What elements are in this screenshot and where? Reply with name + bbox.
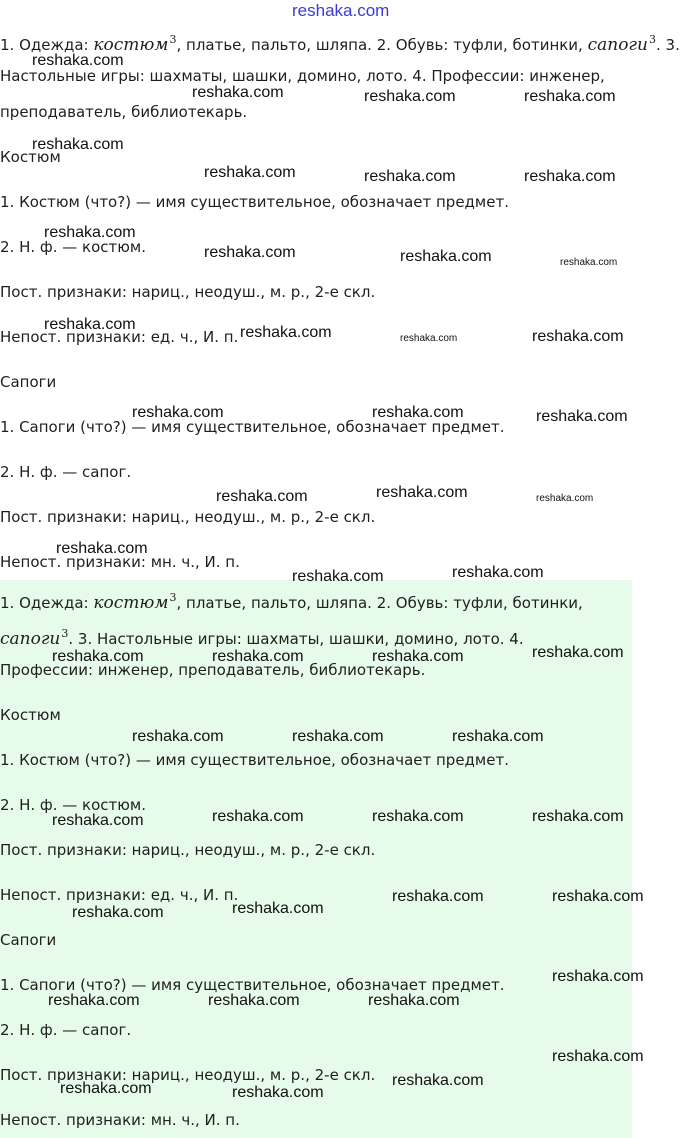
- watermark: reshaka.com: [368, 992, 460, 1009]
- watermark: reshaka.com: [552, 968, 644, 985]
- watermark: reshaka.com: [452, 564, 544, 581]
- watermark: reshaka.com: [240, 324, 332, 341]
- watermark: reshaka.com: [524, 88, 616, 105]
- watermark: reshaka.com: [232, 900, 324, 917]
- block2-sapogi-3: Пост. признаки: нариц., неодуш., м. р., 2-е скл.: [0, 1066, 376, 1084]
- watermark: reshaka.com: [452, 728, 544, 745]
- block1-kostyum-2: 2. Н. ф. — костюм.: [0, 238, 146, 256]
- watermark: reshaka.com: [32, 136, 124, 153]
- block1-sapogi-4: Непост. признаки: мн. ч., И. п.: [0, 553, 240, 571]
- watermark: reshaka.com: [52, 648, 144, 665]
- watermark: reshaka.com: [192, 84, 284, 101]
- block2-heading-kostyum: Костюм: [0, 706, 61, 724]
- watermark: reshaka.com: [72, 904, 164, 921]
- watermark: reshaka.com: [372, 808, 464, 825]
- block2-sapogi-1: 1. Сапоги (что?) — имя существительное, обозначает предмет.: [0, 976, 505, 994]
- watermark: reshaka.com: [532, 644, 624, 661]
- block1-sapogi-1: 1. Сапоги (что?) — имя существительное, обозначает предмет.: [0, 418, 505, 436]
- block2-kostyum-4: Непост. признаки: ед. ч., И. п.: [0, 886, 239, 904]
- watermark: reshaka.com: [392, 1072, 484, 1089]
- block1-kostyum-4: Непост. признаки: ед. ч., И. п.: [0, 328, 239, 346]
- watermark: reshaka.com: [292, 728, 384, 745]
- block2-sapogi-4: Непост. признаки: мн. ч., И. п.: [0, 1111, 240, 1129]
- block2-kostyum-3: Пост. признаки: нариц., неодуш., м. р., 2-е скл.: [0, 841, 376, 859]
- block1-line-1: 1. Одежда: костюм$^3$, платье, пальто, шляпа. 2. Обувь: туфли, ботинки, сапоги$^3$. 3.: [0, 33, 680, 55]
- watermark: reshaka.com: [212, 648, 304, 665]
- watermark: reshaka.com: [364, 168, 456, 185]
- watermark: reshaka.com: [56, 540, 148, 557]
- block1-line-2: Настольные игры: шахматы, шашки, домино, лото. 4. Профессии: инженер,: [0, 67, 605, 85]
- block2-sapogi-2: 2. Н. ф. — сапог.: [0, 1021, 132, 1039]
- watermark: reshaka.com: [372, 404, 464, 421]
- block1-sapogi-3: Пост. признаки: нариц., неодуш., м. р., 2-е скл.: [0, 508, 376, 526]
- block2-line-1: 1. Одежда: костюм$^3$, платье, пальто, шляпа. 2. Обувь: туфли, ботинки,: [0, 591, 583, 613]
- watermark: reshaka.com: [536, 408, 628, 425]
- block1-heading-kostyum: Костюм: [0, 148, 61, 166]
- watermark: reshaka.com: [560, 257, 618, 268]
- watermark: reshaka.com: [392, 888, 484, 905]
- block2-kostyum-1: 1. Костюм (что?) — имя существительное, обозначает предмет.: [0, 751, 509, 769]
- block1-kostyum-1: 1. Костюм (что?) — имя существительное, обозначает предмет.: [0, 193, 509, 211]
- watermark: reshaka.com: [212, 808, 304, 825]
- watermark: reshaka.com: [204, 164, 296, 181]
- watermark: reshaka.com: [524, 168, 616, 185]
- watermark: reshaka.com: [532, 808, 624, 825]
- block1-kostyum-3: Пост. признаки: нариц., неодуш., м. р., 2-е скл.: [0, 283, 376, 301]
- watermark: reshaka.com: [32, 52, 124, 69]
- watermark: reshaka.com: [292, 568, 384, 585]
- block2-line-2: сапоги$^3$. 3. Настольные игры: шахматы, шашки, домино, лото. 4.: [0, 627, 524, 649]
- watermark: reshaka.com: [536, 493, 594, 504]
- watermark: reshaka.com: [364, 88, 456, 105]
- block2-line-3: Профессии: инженер, преподаватель, библиотекарь.: [0, 661, 426, 679]
- watermark: reshaka.com: [372, 648, 464, 665]
- watermark: reshaka.com: [376, 484, 468, 501]
- watermark: reshaka.com: [60, 1080, 152, 1097]
- watermark: reshaka.com: [52, 812, 144, 829]
- block2-heading-sapogi: Сапоги: [0, 931, 57, 949]
- watermark: reshaka.com: [400, 333, 458, 344]
- watermark: reshaka.com: [552, 888, 644, 905]
- block1-line-3: преподаватель, библиотекарь.: [0, 103, 248, 121]
- watermark: reshaka.com: [400, 248, 492, 265]
- watermark: reshaka.com: [132, 728, 224, 745]
- watermark: reshaka.com: [208, 992, 300, 1009]
- block1-heading-sapogi: Сапоги: [0, 373, 57, 391]
- watermark: reshaka.com: [216, 488, 308, 505]
- watermark[interactable]: reshaka.com: [292, 1, 390, 20]
- watermark: reshaka.com: [48, 992, 140, 1009]
- watermark: reshaka.com: [44, 224, 136, 241]
- watermark: reshaka.com: [552, 1048, 644, 1065]
- watermark: reshaka.com: [532, 328, 624, 345]
- watermark: reshaka.com: [132, 404, 224, 421]
- watermark: reshaka.com: [232, 1084, 324, 1101]
- block1-sapogi-2: 2. Н. ф. — сапог.: [0, 463, 132, 481]
- watermark: reshaka.com: [44, 316, 136, 333]
- block2-kostyum-2: 2. Н. ф. — костюм.: [0, 796, 146, 814]
- watermark: reshaka.com: [204, 244, 296, 261]
